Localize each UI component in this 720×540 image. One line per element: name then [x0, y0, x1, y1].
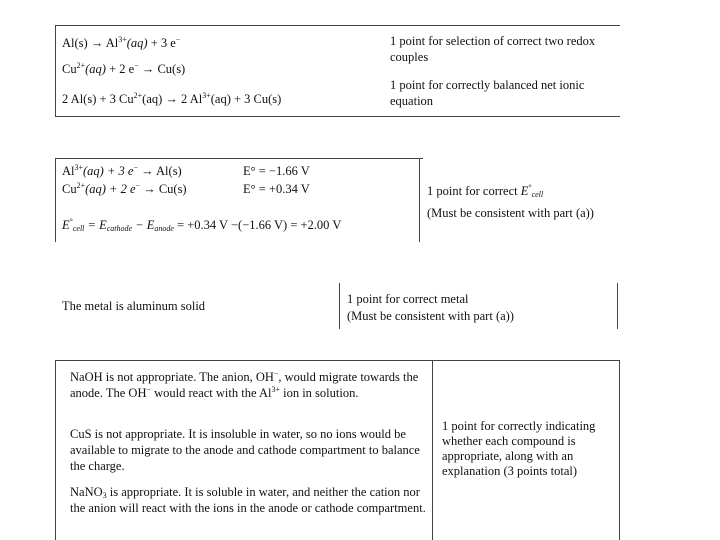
- al-reduction-potential: $Al^{3+}(aq) + 3$ e− → Al(s): [62, 163, 182, 178]
- section-3-right-rule: [617, 283, 618, 329]
- cu-e-value: E° = +0.34 V: [243, 182, 310, 196]
- half-reaction-al: $Al(s) \to Al^{3+}(aq) + 3$ e−: [62, 35, 181, 50]
- section-1-top-rule: [55, 25, 620, 26]
- net-ionic-equation: 2 Al(s) + 3 $Cu^{2+}(aq) \to 2$ $Al^{3+}(aq) + 3$ Cu(s): [62, 91, 282, 106]
- section-4-right-rule: [619, 360, 620, 540]
- section-4-top-rule: [55, 360, 620, 361]
- section-1-left-rule: [55, 25, 56, 117]
- metal-answer: The metal is aluminum solid: [62, 299, 206, 313]
- half-reaction-cu: $Cu^{2+}(aq) + 2$ e− → Cu(s): [62, 61, 186, 76]
- section-2-divider: [419, 158, 420, 242]
- al-e-value: E° = −1.66 V: [243, 164, 310, 178]
- section-3-divider: [339, 283, 340, 329]
- rubric-balanced-equation: 1 point for correctly balanced net ionic equation: [390, 78, 585, 108]
- section-4-divider: [432, 360, 433, 540]
- rubric-compounds: 1 point for correctly indicating whether each compound is appropriate, along with an explanation (3 points total): [442, 419, 596, 478]
- ecell-formula: $E^\circ_{cell} = E_{cathode} - E_{anode} = +0.34$ V −(−1.66 V) = +2.00 V: [62, 217, 342, 233]
- section-2-top-rule: [55, 158, 423, 159]
- section-4-left-rule: [55, 360, 56, 540]
- rubric-redox-couples: 1 point for selection of correct two redox couples: [390, 34, 596, 64]
- section-2-left-rule: [55, 158, 56, 242]
- nano3-explanation: NaNO$_3$ is appropriate. It is soluble in water, and neither the cation nor the anion will react with the ions in the anode or cathode compartment.: [70, 485, 426, 515]
- naoh-explanation: NaOH is not appropriate. The anion, OH−, would migrate towards the anode. The OH− would react with the $Al^{3+}$ ion in solution.: [70, 369, 419, 400]
- section-1-bottom-rule: [55, 116, 620, 117]
- rubric-ecell-note: (Must be consistent with part (a)): [427, 206, 594, 220]
- rubric-ecell: 1 point for correct $E^\circ_{cell}$: [427, 183, 544, 199]
- rubric-metal: 1 point for correct metal: [347, 292, 469, 306]
- rubric-metal-note: (Must be consistent with part (a)): [347, 309, 514, 323]
- cus-explanation: CuS is not appropriate. It is insoluble in water, so no ions would be available to migrate to the anode and cathode compartment to balance the charge.: [70, 427, 420, 473]
- cu-reduction-potential: $Cu^{2+}(aq) + 2$ e− → Cu(s): [62, 181, 187, 196]
